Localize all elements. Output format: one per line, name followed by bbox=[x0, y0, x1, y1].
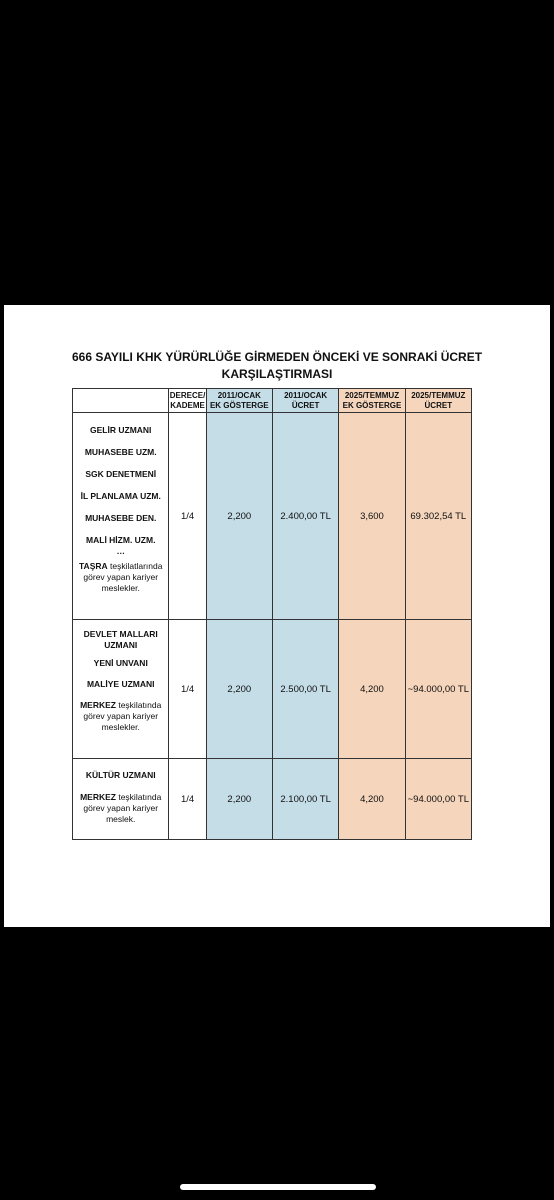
cell-ucret-2025: 69.302,54 TL bbox=[405, 413, 471, 620]
header-ucret-2011 bbox=[272, 389, 338, 413]
cell-ucret-2011: 2.100,00 TL bbox=[272, 759, 338, 840]
header-ek-2025-line1: 2025/TEMMUZ bbox=[344, 390, 400, 400]
cell-ek-2011: 2,200 bbox=[206, 759, 272, 840]
header-ek-2025 bbox=[339, 389, 405, 413]
job-title: DEVLET MALLARI UZMANI bbox=[83, 629, 158, 650]
desc-rest: teşkilatında görev yapan kariyer meslekler. bbox=[83, 700, 162, 732]
header-ucret-2025 bbox=[405, 389, 471, 413]
cell-ek-2011: 2,200 bbox=[206, 620, 272, 759]
table-row bbox=[73, 759, 472, 840]
job-title: … bbox=[116, 546, 125, 556]
row-names bbox=[73, 413, 169, 620]
cell-derece: 1/4 bbox=[169, 759, 206, 840]
header-derece-line1: DERECE/ bbox=[169, 390, 206, 400]
cell-derece: 1/4 bbox=[169, 620, 206, 759]
title-line-2: KARŞILAŞTIRMASI bbox=[221, 367, 333, 381]
document-page bbox=[4, 305, 550, 927]
header-derece-line2: KADEME bbox=[170, 400, 205, 410]
table-row bbox=[73, 413, 472, 620]
job-title: GELİR UZMANI bbox=[90, 425, 152, 435]
job-title: İL PLANLAMA UZM. bbox=[80, 491, 161, 501]
row-description bbox=[73, 700, 168, 733]
row-description bbox=[73, 792, 168, 825]
job-title: MALİ HİZM. UZM. bbox=[86, 535, 156, 545]
cell-ucret-2025: ~94.000,00 TL bbox=[405, 620, 471, 759]
desc-bold: MERKEZ bbox=[80, 792, 116, 802]
desc-rest: teşkilatlarında görev yapan kariyer meslekler. bbox=[83, 561, 163, 593]
header-name bbox=[73, 389, 169, 413]
cell-derece: 1/4 bbox=[169, 413, 206, 620]
cell-ucret-2011: 2.400,00 TL bbox=[272, 413, 338, 620]
header-ek-2011 bbox=[206, 389, 272, 413]
comparison-table bbox=[72, 388, 472, 840]
job-title: YENİ UNVANI bbox=[93, 658, 148, 668]
cell-ucret-2025: ~94.000,00 TL bbox=[405, 759, 471, 840]
desc-bold: MERKEZ bbox=[80, 700, 116, 710]
header-ek-2025-line2: EK GÖSTERGE bbox=[342, 400, 402, 410]
header-ucret-2025-line1: 2025/TEMMUZ bbox=[411, 390, 466, 400]
row-names bbox=[73, 620, 169, 759]
header-ucret-2011-line2: ÜCRET bbox=[291, 400, 320, 410]
cell-ek-2025: 3,600 bbox=[339, 413, 405, 620]
document-title bbox=[4, 349, 550, 383]
job-title: KÜLTÜR UZMANI bbox=[85, 770, 156, 780]
job-title: MUHASEBE UZM. bbox=[84, 447, 157, 457]
cell-ek-2025: 4,200 bbox=[339, 759, 405, 840]
desc-bold: TAŞRA bbox=[79, 561, 108, 571]
cell-ek-2025: 4,200 bbox=[339, 620, 405, 759]
desc-rest: teşkilatında görev yapan kariyer meslek. bbox=[83, 792, 162, 824]
row-description bbox=[73, 561, 168, 594]
title-line-1: 666 SAYILI KHK YÜRÜRLÜĞE GİRMEDEN ÖNCEKİ VE SONRAKİ ÜCRET bbox=[71, 350, 483, 364]
header-ek-2011-line1: 2011/OCAK bbox=[217, 390, 261, 400]
header-ucret-2025-line2: ÜCRET bbox=[424, 400, 453, 410]
job-title: MALİYE UZMANI bbox=[86, 679, 155, 689]
header-ek-2011-line2: EK GÖSTERGE bbox=[209, 400, 269, 410]
table-header-row bbox=[73, 389, 472, 413]
header-ucret-2011-line1: 2011/OCAK bbox=[284, 390, 328, 400]
job-title: MUHASEBE DEN. bbox=[85, 513, 157, 523]
home-indicator[interactable] bbox=[180, 1184, 376, 1190]
header-derece bbox=[169, 389, 206, 413]
job-title: SGK DENETMENİ bbox=[85, 469, 157, 479]
cell-ek-2011: 2,200 bbox=[206, 413, 272, 620]
cell-ucret-2011: 2.500,00 TL bbox=[272, 620, 338, 759]
row-names bbox=[73, 759, 169, 840]
table-row bbox=[73, 620, 472, 759]
